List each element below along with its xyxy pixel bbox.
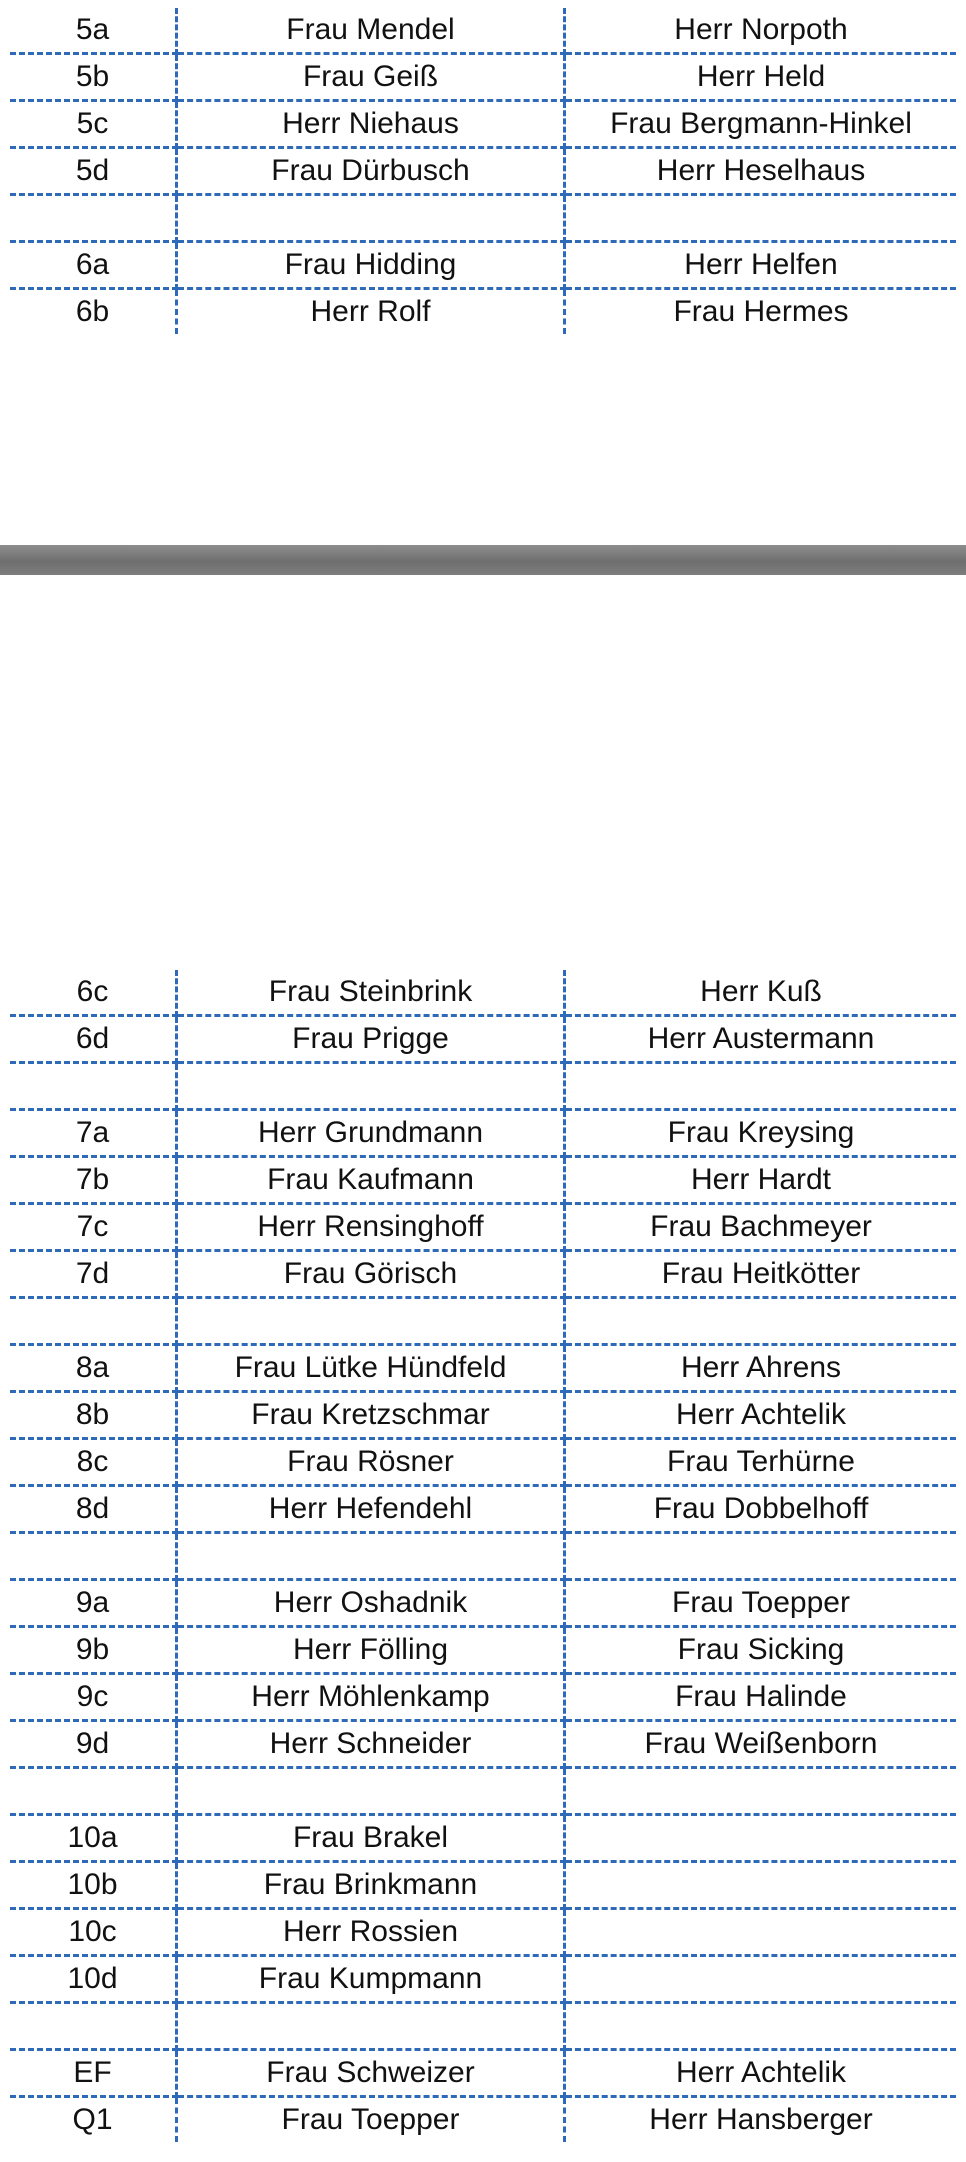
class-cell: 8b	[10, 1392, 177, 1439]
teacher-1-cell: Herr Rensinghoff	[177, 1204, 565, 1251]
document-page-1	[0, 0, 966, 545]
teacher-1-cell: Herr Niehaus	[177, 101, 565, 148]
teacher-2-cell: Herr Hardt	[565, 1157, 957, 1204]
table-row	[10, 242, 956, 289]
class-cell: 5c	[10, 101, 177, 148]
teacher-2-cell	[565, 1533, 957, 1580]
class-cell: 9d	[10, 1721, 177, 1768]
teacher-1-cell: Herr Schneider	[177, 1721, 565, 1768]
page-separator	[0, 545, 966, 575]
class-cell	[10, 195, 177, 242]
teacher-1-cell: Herr Hefendehl	[177, 1486, 565, 1533]
teacher-2-cell: Frau Dobbelhoff	[565, 1486, 957, 1533]
teacher-2-cell: Herr Achtelik	[565, 2050, 957, 2097]
teacher-1-cell: Herr Rolf	[177, 289, 565, 335]
teacher-2-cell: Frau Terhürne	[565, 1439, 957, 1486]
table-row	[10, 2003, 956, 2050]
teacher-1-cell: Frau Kumpmann	[177, 1956, 565, 2003]
teacher-2-cell	[565, 1063, 957, 1110]
table-row	[10, 1251, 956, 1298]
class-cell	[10, 2003, 177, 2050]
table-row	[10, 1392, 956, 1439]
table-row	[10, 970, 956, 1016]
class-cell: 6c	[10, 970, 177, 1016]
teacher-1-cell: Frau Schweizer	[177, 2050, 565, 2097]
teacher-2-cell: Herr Austermann	[565, 1016, 957, 1063]
teacher-2-cell: Frau Kreysing	[565, 1110, 957, 1157]
teacher-1-cell	[177, 1298, 565, 1345]
teacher-1-cell: Frau Kretzschmar	[177, 1392, 565, 1439]
class-cell: 5b	[10, 54, 177, 101]
table-row	[10, 8, 956, 54]
teacher-1-cell: Frau Dürbusch	[177, 148, 565, 195]
table-row	[10, 1580, 956, 1627]
teacher-2-cell: Frau Heitkötter	[565, 1251, 957, 1298]
teacher-1-cell: Herr Rossien	[177, 1909, 565, 1956]
teacher-2-cell	[565, 195, 957, 242]
table-row	[10, 289, 956, 335]
class-cell	[10, 1063, 177, 1110]
teacher-1-cell: Herr Fölling	[177, 1627, 565, 1674]
table-row	[10, 1486, 956, 1533]
class-cell: 10b	[10, 1862, 177, 1909]
teacher-2-cell	[565, 1862, 957, 1909]
class-cell: 7c	[10, 1204, 177, 1251]
table-row	[10, 1298, 956, 1345]
teacher-1-cell: Frau Steinbrink	[177, 970, 565, 1016]
table-row	[10, 1862, 956, 1909]
teacher-2-cell: Frau Weißenborn	[565, 1721, 957, 1768]
class-cell: 7a	[10, 1110, 177, 1157]
class-cell: 8c	[10, 1439, 177, 1486]
teacher-1-cell: Herr Möhlenkamp	[177, 1674, 565, 1721]
document-page-2	[0, 575, 966, 2162]
teacher-2-cell	[565, 1909, 957, 1956]
teacher-1-cell: Frau Hidding	[177, 242, 565, 289]
table-row	[10, 1909, 956, 1956]
teacher-1-cell: Frau Rösner	[177, 1439, 565, 1486]
teacher-1-cell: Frau Brinkmann	[177, 1862, 565, 1909]
teacher-1-cell	[177, 1063, 565, 1110]
teacher-2-cell: Herr Kuß	[565, 970, 957, 1016]
class-cell: 8a	[10, 1345, 177, 1392]
teacher-1-cell: Frau Lütke Hündfeld	[177, 1345, 565, 1392]
class-cell: 5a	[10, 8, 177, 54]
class-cell: 9b	[10, 1627, 177, 1674]
class-teacher-table-page-2	[10, 970, 956, 2142]
class-cell	[10, 1533, 177, 1580]
table-row	[10, 195, 956, 242]
table-row	[10, 1627, 956, 1674]
table-row	[10, 1533, 956, 1580]
teacher-1-cell: Frau Toepper	[177, 2097, 565, 2143]
teacher-1-cell: Frau Geiß	[177, 54, 565, 101]
table-row	[10, 1815, 956, 1862]
teacher-2-cell	[565, 1768, 957, 1815]
class-cell	[10, 1298, 177, 1345]
teacher-2-cell	[565, 2003, 957, 2050]
table-row	[10, 1768, 956, 1815]
teacher-2-cell: Frau Bergmann-Hinkel	[565, 101, 957, 148]
teacher-2-cell	[565, 1815, 957, 1862]
teacher-2-cell: Herr Hansberger	[649, 2103, 873, 2136]
teacher-1-cell: Herr Grundmann	[177, 1110, 565, 1157]
teacher-2-cell	[565, 1298, 957, 1345]
teacher-2-cell: Frau Bachmeyer	[565, 1204, 957, 1251]
teacher-1-cell	[177, 1533, 565, 1580]
class-cell: 9c	[10, 1674, 177, 1721]
class-cell: 7d	[10, 1251, 177, 1298]
teacher-1-cell: Herr Oshadnik	[177, 1580, 565, 1627]
class-cell: 9a	[10, 1580, 177, 1627]
teacher-2-cell: Herr Ahrens	[565, 1345, 957, 1392]
teacher-2-cell: Frau Sicking	[565, 1627, 957, 1674]
teacher-2-cell: Herr Achtelik	[565, 1392, 957, 1439]
teacher-1-cell: Frau Brakel	[177, 1815, 565, 1862]
table-row	[10, 148, 956, 195]
class-teacher-table-page-1	[10, 8, 956, 334]
table-row	[10, 101, 956, 148]
teacher-1-cell: Frau Mendel	[177, 8, 565, 54]
teacher-1-cell: Frau Görisch	[177, 1251, 565, 1298]
class-cell: EF	[10, 2050, 177, 2097]
table-row	[10, 54, 956, 101]
teacher-2-cell	[565, 1956, 957, 2003]
class-cell	[10, 1768, 177, 1815]
teacher-1-cell	[177, 2003, 565, 2050]
teacher-2-cell: Frau Toepper	[565, 1580, 957, 1627]
class-cell: 6d	[10, 1016, 177, 1063]
table-row	[10, 1016, 956, 1063]
class-cell: 8d	[10, 1486, 177, 1533]
teacher-2-cell: Frau Halinde	[565, 1674, 957, 1721]
teacher-2-cell: Herr Heselhaus	[565, 148, 957, 195]
table-row	[10, 2050, 956, 2097]
teacher-2-cell: Herr Held	[565, 54, 957, 101]
table-row	[10, 1204, 956, 1251]
teacher-1-cell: Frau Kaufmann	[177, 1157, 565, 1204]
table-row	[10, 1956, 956, 2003]
table-row	[10, 1439, 956, 1486]
teacher-1-cell	[177, 1768, 565, 1815]
table-row	[10, 1063, 956, 1110]
teacher-2-cell: Herr Norpoth	[565, 8, 957, 54]
class-cell: 7b	[10, 1157, 177, 1204]
table-row	[10, 1345, 956, 1392]
class-cell: Q1	[10, 2097, 177, 2143]
teacher-1-cell	[177, 195, 565, 242]
class-cell: 10a	[10, 1815, 177, 1862]
class-cell: 10c	[10, 1909, 177, 1956]
teacher-2-cell: Frau Hermes	[673, 295, 849, 328]
class-cell: 6b	[10, 289, 177, 335]
class-cell: 6a	[10, 242, 177, 289]
teacher-2-cell: Herr Helfen	[565, 242, 957, 289]
table-row	[10, 1157, 956, 1204]
class-cell: 5d	[10, 148, 177, 195]
table-row	[10, 1674, 956, 1721]
class-cell: 10d	[10, 1956, 177, 2003]
table-row	[10, 1110, 956, 1157]
table-row	[10, 1721, 956, 1768]
teacher-1-cell: Frau Prigge	[177, 1016, 565, 1063]
table-row	[10, 2097, 956, 2143]
